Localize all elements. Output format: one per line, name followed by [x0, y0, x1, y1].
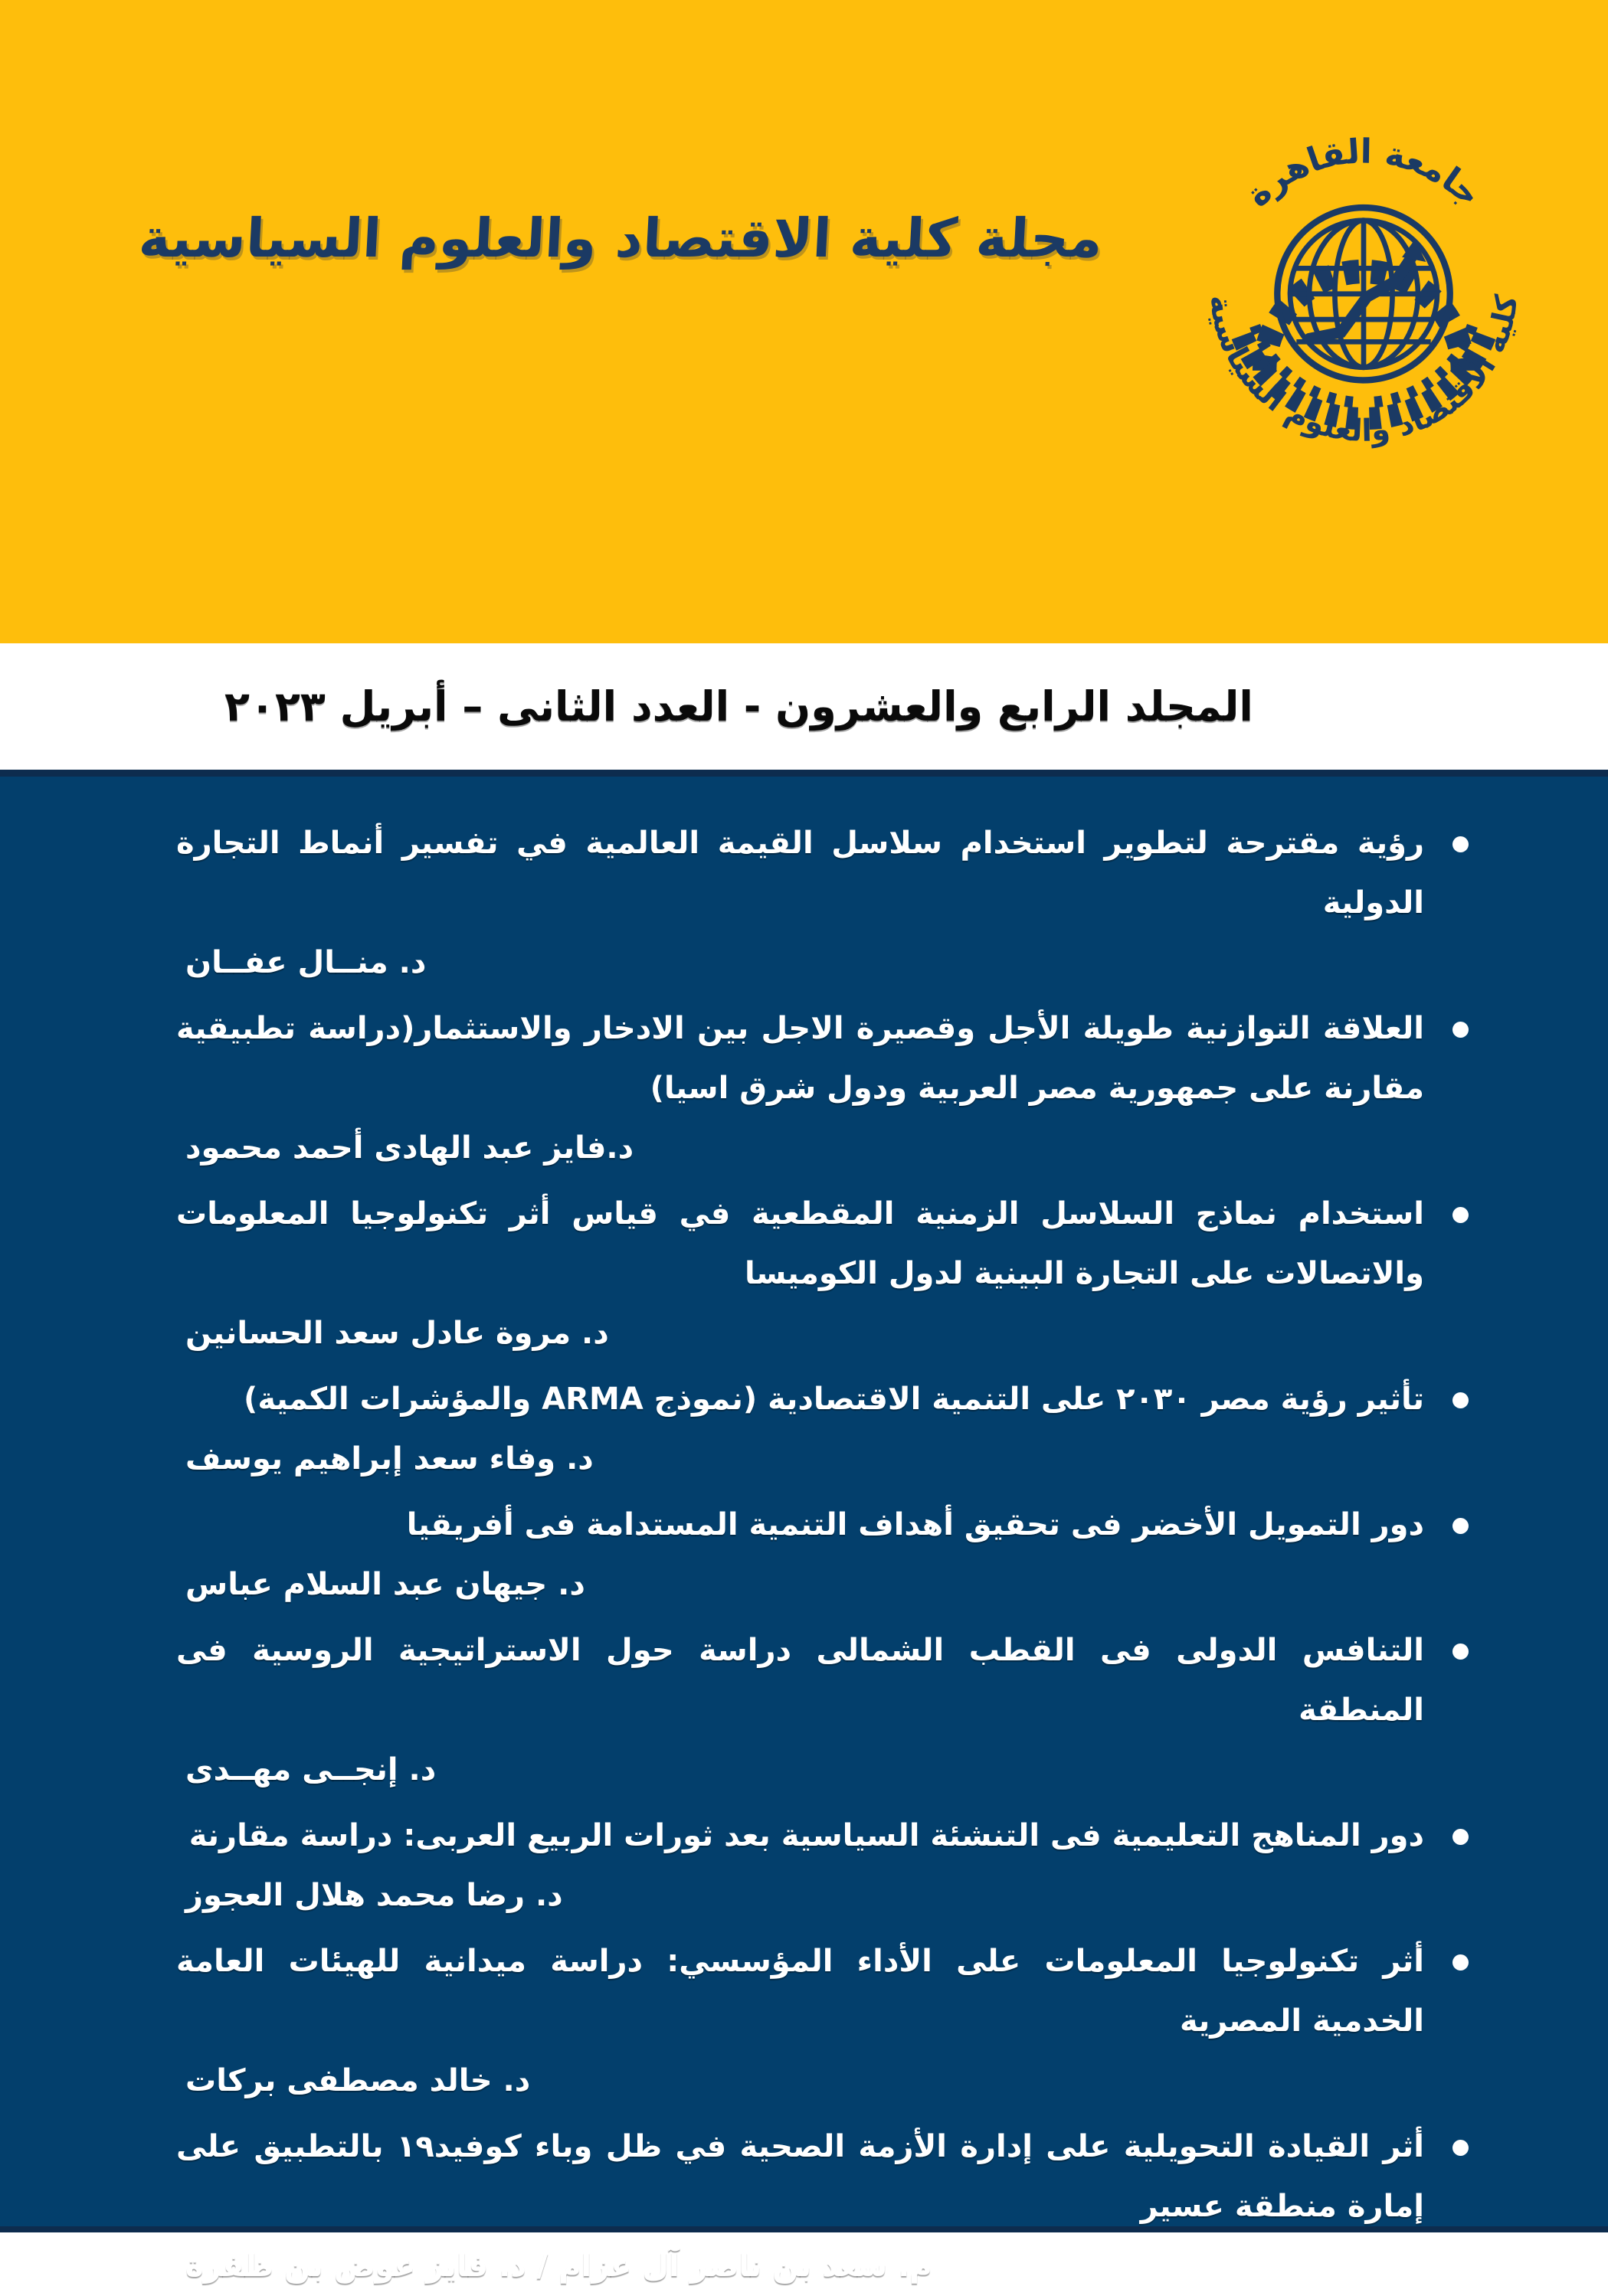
article-author: د. منــال عفــان	[185, 945, 427, 980]
article-title: أثر القيادة التحويلية على إدارة الأزمة الصحية في ظل وباء كوفيد١٩ بالتطبيق على إمارة منطقة عسير	[176, 2129, 1424, 2224]
article-item	[176, 1369, 1424, 1489]
article-item	[176, 1184, 1424, 1363]
article-title: دور التمويل الأخضر فى تحقيق أهداف التنمية المستدامة فى أفريقيا	[406, 1507, 1424, 1542]
article-title: استخدام نماذج السلاسل الزمنية المقطعية في قياس أثر تكنولوجيا المعلومات والاتصالات على التجارة البينية لدول الكوميسا	[176, 1196, 1424, 1291]
article-item	[176, 999, 1424, 1178]
volume-band	[0, 643, 1608, 770]
article-list	[0, 777, 1608, 2296]
article-author: د. مروة عادل سعد الحسانين	[185, 1316, 609, 1351]
article-item	[176, 1931, 1424, 2111]
article-author: د.فايز عبد الهادى أحمد محمود	[185, 1130, 634, 1166]
university-emblem-icon	[1184, 115, 1544, 482]
article-author: د. رضا محمد هلال العجوز	[185, 1878, 563, 1913]
article-item	[176, 813, 1424, 993]
article-author: م. سعد بن ناصر آل عزام / د. فايز عوض بن ظفرة	[185, 2249, 932, 2284]
article-author: د. خالد مصطفى بركات	[185, 2063, 531, 2098]
article-item	[176, 1621, 1424, 1800]
article-item	[176, 1806, 1424, 1925]
article-title: التنافس الدولى فى القطب الشمالى دراسة حول الاستراتيجية الروسية فى المنطقة	[176, 1633, 1424, 1728]
article-author: د. إنجــى مهــدى	[185, 1752, 437, 1787]
article-item	[176, 2117, 1424, 2296]
banner	[0, 0, 1608, 643]
emblem-svg	[1184, 115, 1544, 482]
article-author: د. وفاء سعد إبراهيم يوسف	[185, 1441, 594, 1477]
article-author: د. جيهان عبد السلام عباس	[185, 1567, 585, 1602]
emblem-top-text: جامعة القاهرة	[1238, 132, 1489, 215]
article-item	[176, 1495, 1424, 1614]
article-title: رؤية مقترحة لتطوير استخدام سلاسل القيمة العالمية في تفسير أنماط التجارة الدولية	[176, 826, 1424, 921]
volume-issue-date: المجلد الرابع والعشرون - العدد الثانى – أبريل ٢٠٢٣	[224, 682, 1253, 731]
contents-panel	[0, 770, 1608, 2284]
emblem-bottom-text: كلية الاقتصاد والعلوم السياسية	[1202, 293, 1525, 449]
article-title: تأثير رؤية مصر ٢٠٣٠ على التنمية الاقتصادية (نموذج ARMA والمؤشرات الكمية)	[244, 1382, 1424, 1417]
journal-title: مجلة كلية الاقتصاد والعلوم السياسية	[137, 207, 1104, 270]
article-title: أثر تكنولوجيا المعلومات على الأداء المؤسسي: دراسة ميدانية للهيئات العامة الخدمية المصرية	[176, 1944, 1424, 2039]
article-title: دور المناهج التعليمية فى التنشئة السياسية بعد ثورات الربيع العربى: دراسة مقارنة	[188, 1818, 1424, 1853]
article-title: العلاقة التوازنية طويلة الأجل وقصيرة الاجل بين الادخار والاستثمار(دراسة تطبيقية مقارنة على جمهورية مصر العربية ودول شرق اسيا)	[176, 1011, 1424, 1106]
